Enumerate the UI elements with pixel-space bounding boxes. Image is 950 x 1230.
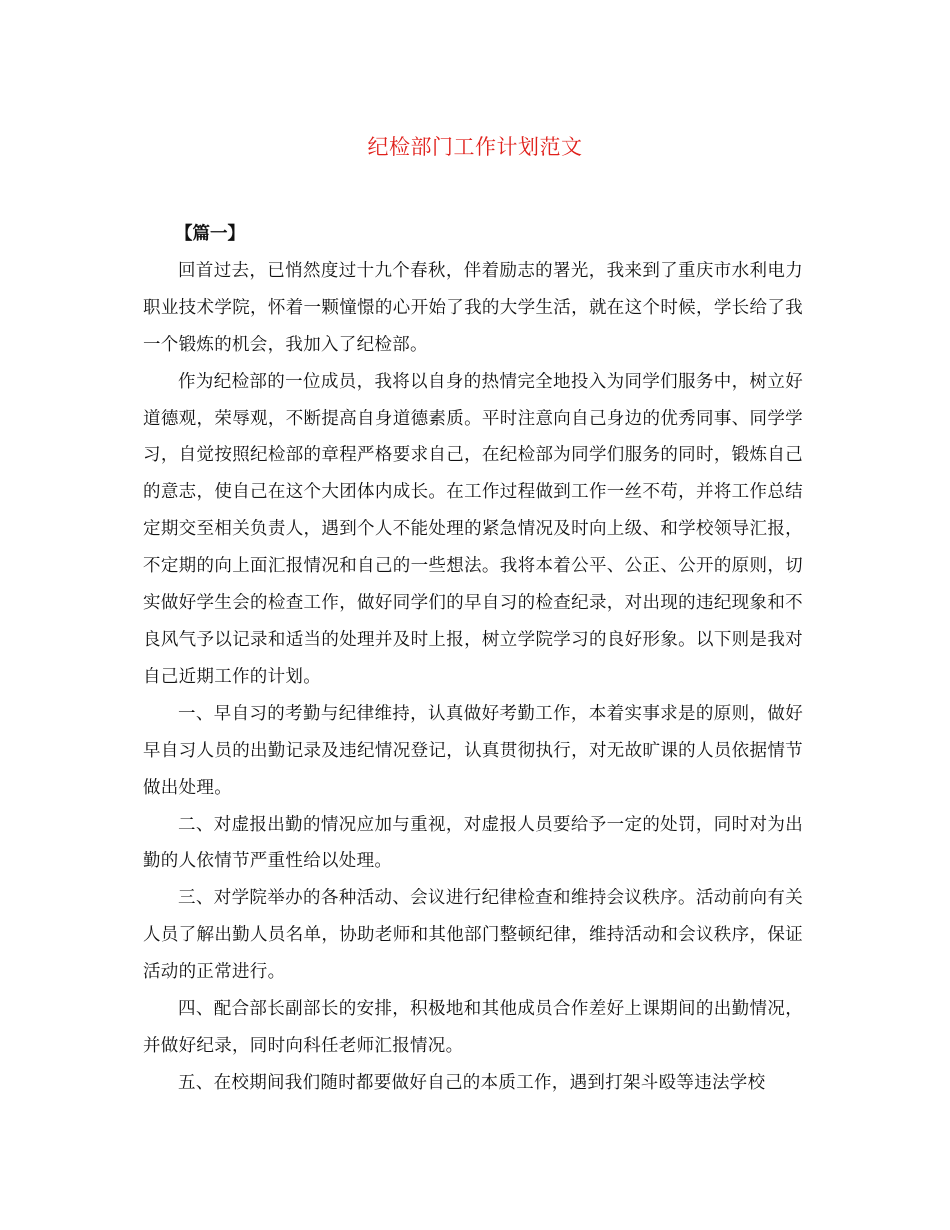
paragraph-6: 四、配合部长副部长的安排，积极地和其他成员合作差好上课期间的出勤情况，并做好纪录，同时向科任老师汇报情况。: [143, 999, 803, 1056]
document-title: 纪检部门工作计划范文: [367, 135, 583, 159]
section-label: 【篇一】: [175, 224, 245, 244]
paragraph-4: 二、对虚报出勤的情况应加与重视，对虚报人员要给予一定的处罚，同时对为出勤的人依情节严重性给以处理。: [143, 814, 803, 872]
paragraph-5: 三、对学院举办的各种活动、会议进行纪律检查和维持会议秩序。活动前向有关人员了解出勤人员名单，协助老师和其他部门整顿纪律，维持活动和会议秩序，保证活动的正常进行。: [143, 888, 803, 983]
paragraph-1: 回首过去，已悄然度过十九个春秋，伴着励志的署光，我来到了重庆市水利电力职业技术学院，怀着一颗憧憬的心开始了我的大学生活，就在这个时候，学长给了我一个锻炼的机会，我加入了纪检部。: [143, 260, 803, 355]
paragraph-3: 一、早自习的考勤与纪律维持，认真做好考勤工作，本着实事求是的原则，做好早自习人员的出勤记录及违纪情况登记，认真贯彻执行，对无故旷课的人员依据情节做出处理。: [143, 703, 803, 798]
document-body: [143, 216, 803, 1102]
paragraph-2: 作为纪检部的一位成员，我将以自身的热情完全地投入为同学们服务中，树立好道德观，荣辱观，不断提高自身道德素质。平时注意向自己身边的优秀同事、同学学习，自觉按照纪检部的章程严格要求自己，在纪检部为同学们服务的同时，锻炼自己的意志，使自己在这个大团体内成长。在工作过程做到工作一丝不苟，并将工作总结定期交至相关负责人，遇到个人不能处理的紧急情况及时向上级、和学校领导汇报，不定期的向上面汇报情况和自己的一些想法。我将本着公平、公正、公开的原则，切实做好学生会的检查工作，做好同学们的早自习的检查纪录，对出现的违纪现象和不良风气予以记录和适当的处理并及时上报，树立学院学习的良好形象。以下则是我对自己近期工作的计划。: [143, 371, 803, 687]
paragraph-7: 五、在校期间我们随时都要做好自己的本质工作，遇到打架斗殴等违法学校: [178, 1072, 766, 1093]
